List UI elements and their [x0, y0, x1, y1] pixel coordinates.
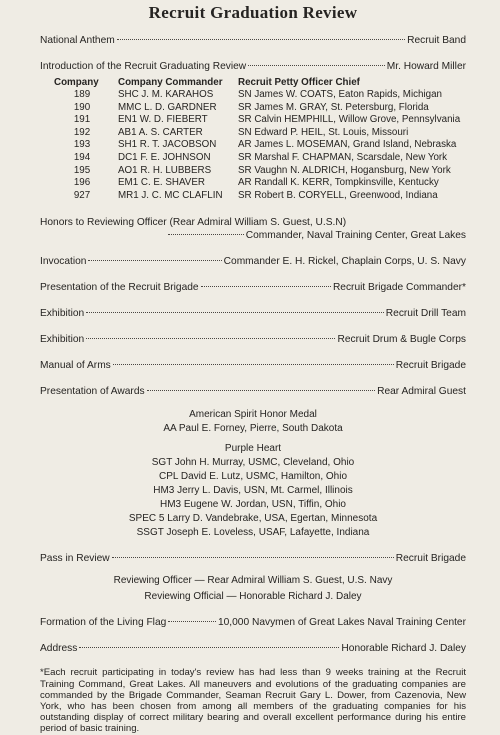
company-commander: EM1 C. E. SHAVER: [118, 177, 205, 189]
company-number: 195: [73, 164, 91, 176]
honors-label: Honors to Reviewing Officer (Rear Admiral William S. Guest, U.S.N): [40, 217, 347, 229]
petty-officer-chief: SN Edward P. HEIL, St. Louis, Missouri: [238, 126, 409, 138]
page-title: Recruit Graduation Review: [148, 3, 358, 22]
company-commander: MMC L. D. GARDNER: [118, 101, 217, 113]
awards-row: [40, 385, 466, 398]
dot-leader: [248, 65, 385, 66]
reviewing-officer: Reviewing Officer — Rear Admiral William S. Guest, U.S. Navy: [113, 575, 393, 587]
company-number: 196: [73, 177, 91, 189]
petty-officer-chief: AR Randall K. KERR, Tompkinsville, Kentucky: [238, 177, 439, 189]
company-commander: EN1 W. D. FIEBERT: [118, 114, 208, 126]
company-commander: DC1 F. E. JOHNSON: [118, 151, 211, 163]
introduction-value: Mr. Howard Miller: [386, 61, 466, 72]
dot-leader: [168, 234, 244, 235]
honors-value-row: [40, 229, 466, 242]
purple-heart-recipient: HM3 Eugene W. Jordan, USN, Tiffin, Ohio: [159, 499, 346, 511]
dot-leader: [88, 260, 221, 261]
invocation-label: Invocation: [40, 256, 87, 268]
dot-leader: [147, 390, 376, 391]
table-row: [54, 190, 460, 203]
companies-header-row: [54, 76, 460, 89]
company-commander: SH1 R. T. JACOBSON: [118, 139, 217, 151]
purple-heart-heading: Purple Heart: [224, 443, 282, 455]
company-number: 191: [73, 114, 91, 126]
address-row: [40, 642, 466, 655]
manual-value: Recruit Brigade: [395, 360, 466, 372]
purple-heart-block: [40, 442, 466, 540]
company-commander: AO1 R. H. LUBBERS: [118, 164, 212, 176]
exhibition-label: Exhibition: [40, 334, 85, 346]
header-petty-officer: Recruit Petty Officer Chief: [238, 77, 360, 88]
petty-officer-chief: SN James W. COATS, Eaton Rapids, Michigan: [238, 89, 442, 100]
company-commander: AB1 A. S. CARTER: [118, 126, 203, 138]
dot-leader: [117, 39, 405, 40]
table-row: [54, 165, 460, 178]
invocation-value: Commander E. H. Rickel, Chaplain Corps, U. S. Navy: [223, 256, 466, 268]
introduction-row: [40, 60, 466, 73]
dot-leader: [113, 364, 394, 365]
table-row: [54, 102, 460, 115]
purple-heart-recipient: CPL David E. Lutz, USMC, Hamilton, Ohio: [158, 471, 348, 483]
awards-label: Presentation of Awards: [40, 386, 145, 398]
dot-leader: [86, 312, 384, 313]
company-number: 192: [73, 126, 91, 138]
honors-row: [40, 216, 466, 229]
address-value: Honorable Richard J. Daley: [341, 643, 466, 655]
exhibition-value: Recruit Drill Team: [385, 308, 466, 320]
spirit-medal-block: [40, 408, 466, 436]
spirit-medal-recipient: AA Paul E. Forney, Pierre, South Dakota: [163, 423, 343, 435]
header-company: Company: [54, 77, 99, 88]
brigade-label: Presentation of the Recruit Brigade: [40, 282, 199, 294]
petty-officer-chief: SR Marshal F. CHAPMAN, Scarsdale, New York: [238, 151, 448, 163]
table-row: [54, 139, 460, 152]
company-number: 194: [73, 151, 91, 163]
dot-leader: [86, 338, 335, 339]
company-commander: SHC J. M. KARAHOS: [118, 89, 214, 100]
reviewing-block: [40, 573, 466, 605]
purple-heart-recipient: SSGT Joseph E. Loveless, USAF, Lafayette, Indiana: [136, 527, 370, 539]
brigade-value: Recruit Brigade Commander*: [332, 282, 466, 294]
awards-value: Rear Admiral Guest: [377, 386, 466, 398]
flag-label: Formation of the Living Flag: [40, 617, 167, 629]
table-row: [54, 114, 460, 127]
company-commander: MR1 J. C. MC CLAFLIN: [118, 189, 223, 201]
companies-table: [54, 76, 460, 202]
table-row: [54, 127, 460, 140]
flag-value: 10,000 Navymen of Great Lakes Naval Training Center: [217, 617, 466, 629]
footnote: *Each recruit participating in today's review has had less than 9 weeks training at the Recruit Training Command, Great Lakes. All maneuvers and evolutions of the graduating companies are commanded by the Brigade Commander, Seaman Recruit Gary L. Dower, from Cazenovia, New York, who has been chosen from among all members of the graduating companies for his outstanding display of correct military bearing and overall excellent performance during his entire period of basic training.: [40, 667, 466, 735]
spirit-medal-heading: American Spirit Honor Medal: [189, 409, 317, 421]
honors-value: Commander, Naval Training Center, Great Lakes: [245, 230, 466, 242]
company-number: 190: [73, 101, 91, 113]
anthem-row: [40, 34, 466, 47]
petty-officer-chief: SR Vaughn N. ALDRICH, Hogansburg, New York: [238, 164, 451, 176]
petty-officer-chief: SR Calvin HEMPHILL, Willow Grove, Pennsylvania: [238, 114, 461, 126]
purple-heart-recipient: SGT John H. Murray, USMC, Cleveland, Ohio: [151, 457, 355, 469]
company-number: 189: [73, 89, 91, 100]
petty-officer-chief: SR Robert B. CORYELL, Greenwood, Indiana: [238, 189, 438, 201]
anthem-label: National Anthem: [40, 35, 115, 46]
reviewing-official: Reviewing Official — Honorable Richard J. Daley: [144, 591, 362, 603]
header-commander: Company Commander: [118, 77, 223, 88]
flag-row: [40, 616, 466, 629]
pass-label: Pass in Review: [40, 553, 110, 565]
exhibition-label: Exhibition: [40, 308, 85, 320]
petty-officer-chief: AR James L. MOSEMAN, Grand Island, Nebraska: [238, 139, 457, 151]
purple-heart-recipient: SPEC 5 Larry D. Vandebrake, USA, Egertan, Minnesota: [128, 513, 378, 525]
exhibition-value: Recruit Drum & Bugle Corps: [337, 334, 466, 346]
pass-row: [40, 552, 466, 565]
dot-leader: [112, 557, 394, 558]
dot-leader: [168, 621, 216, 622]
purple-heart-recipient: HM3 Jerry L. Davis, USN, Mt. Carmel, Illinois: [153, 485, 353, 497]
manual-label: Manual of Arms: [40, 360, 111, 372]
dot-leader: [79, 647, 339, 648]
table-row: [54, 152, 460, 165]
invocation-row: [40, 255, 466, 268]
table-row: [54, 89, 460, 102]
pass-value: Recruit Brigade: [395, 553, 466, 565]
company-number: 927: [73, 189, 91, 201]
manual-row: [40, 359, 466, 372]
exhibition-row-1: [40, 307, 466, 320]
anthem-value: Recruit Band: [407, 35, 466, 46]
petty-officer-chief: SR James M. GRAY, St. Petersburg, Florida: [238, 101, 429, 113]
exhibition-row-2: [40, 333, 466, 346]
brigade-row: [40, 281, 466, 294]
table-row: [54, 177, 460, 190]
introduction-label: Introduction of the Recruit Graduating Review: [40, 61, 247, 72]
company-number: 193: [73, 139, 91, 151]
address-label: Address: [40, 643, 78, 655]
dot-leader: [201, 286, 331, 287]
